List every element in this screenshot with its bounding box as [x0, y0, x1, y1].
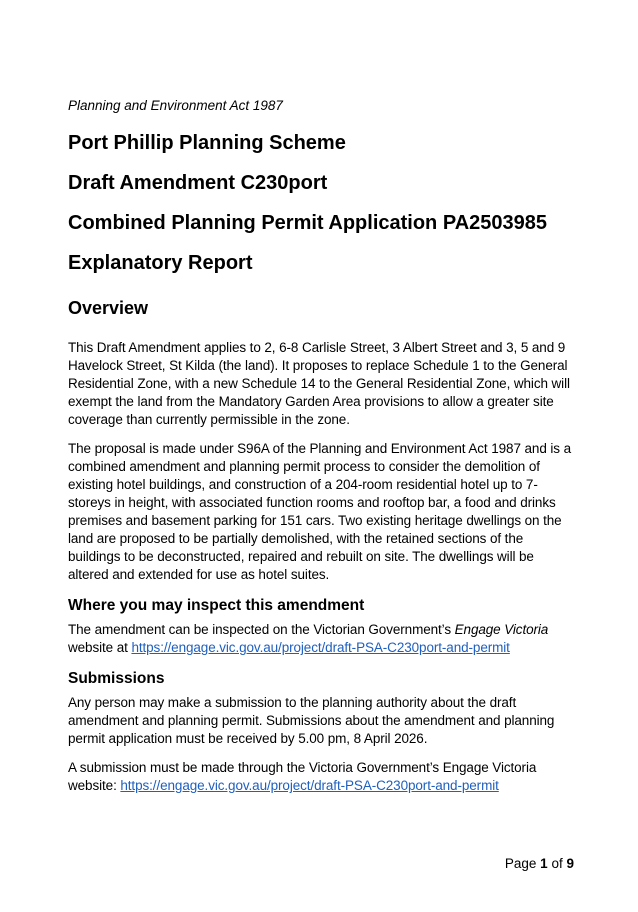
current-page: 1 — [540, 856, 548, 871]
overview-paragraph-2: The proposal is made under S96A of the Planning and Environment Act 1987 and is a combined amendment and planning permit process to consider the demolition of existing hotel buildings, and construction of a 204-room residential hotel up to 7-storeys in height, with associated function rooms and rooftop bar, a food and drinks premises and basement parking for 151 cars. Two existing heritage dwellings on the land are proposed to be partially demolished, with the retained sections of the buildings to be deconstructed, repaired and rebuilt on site. The dwellings will be altered and extended for use as hotel suites. — [68, 441, 571, 582]
page-label: Page — [504, 856, 537, 871]
overview-paragraph-1: This Draft Amendment applies to 2, 6-8 Carlisle Street, 3 Albert Street and 3, 5 and 9 Havelock Street, St Kilda (the land). It proposes to replace Schedule 1 to the General Residential Zone, with a new Schedule 14 to the General Residential Zone, which will exempt the land from the Mandatory Garden Area provisions to allow a greater site coverage than currently permissible in the zone. — [68, 340, 570, 427]
inspect-heading: Where you may inspect this amendment — [68, 597, 365, 614]
total-pages: 9 — [566, 856, 574, 871]
report-title: Explanatory Report — [68, 252, 253, 274]
submissions-heading: Submissions — [68, 670, 165, 687]
submissions-paragraph-1: Any person may make a submission to the planning authority about the draft amendment and planning permit. Submissions about the amendment and planning permit application must be received by 5.00 pm, 8 April 2026. — [68, 695, 555, 746]
submissions-link[interactable]: https://engage.vic.gov.au/project/draft-PSA-C230port-and-permit — [120, 778, 499, 793]
submissions-text: A submission must be made through the Victoria Government’s Engage Victoria website: — [68, 760, 537, 793]
page-content — [68, 98, 578, 806]
act-title: Planning and Environment Act 1987 — [68, 98, 283, 113]
submissions-paragraph-2 — [68, 759, 578, 795]
inspect-link[interactable]: https://engage.vic.gov.au/project/draft-PSA-C230port-and-permit — [131, 640, 510, 655]
amendment-title: Draft Amendment C230port — [68, 172, 328, 194]
application-title: Combined Planning Permit Application PA2503985 — [68, 212, 547, 234]
inspect-text-before: The amendment can be inspected on the Victorian Government’s — [68, 622, 455, 637]
inspect-paragraph — [68, 621, 578, 657]
engage-victoria-emphasis: Engage Victoria — [454, 622, 549, 637]
inspect-text-after: website at — [68, 640, 132, 655]
page-number — [505, 856, 574, 872]
scheme-title: Port Phillip Planning Scheme — [68, 132, 346, 154]
overview-heading: Overview — [68, 298, 149, 318]
of-label: of — [551, 856, 563, 871]
